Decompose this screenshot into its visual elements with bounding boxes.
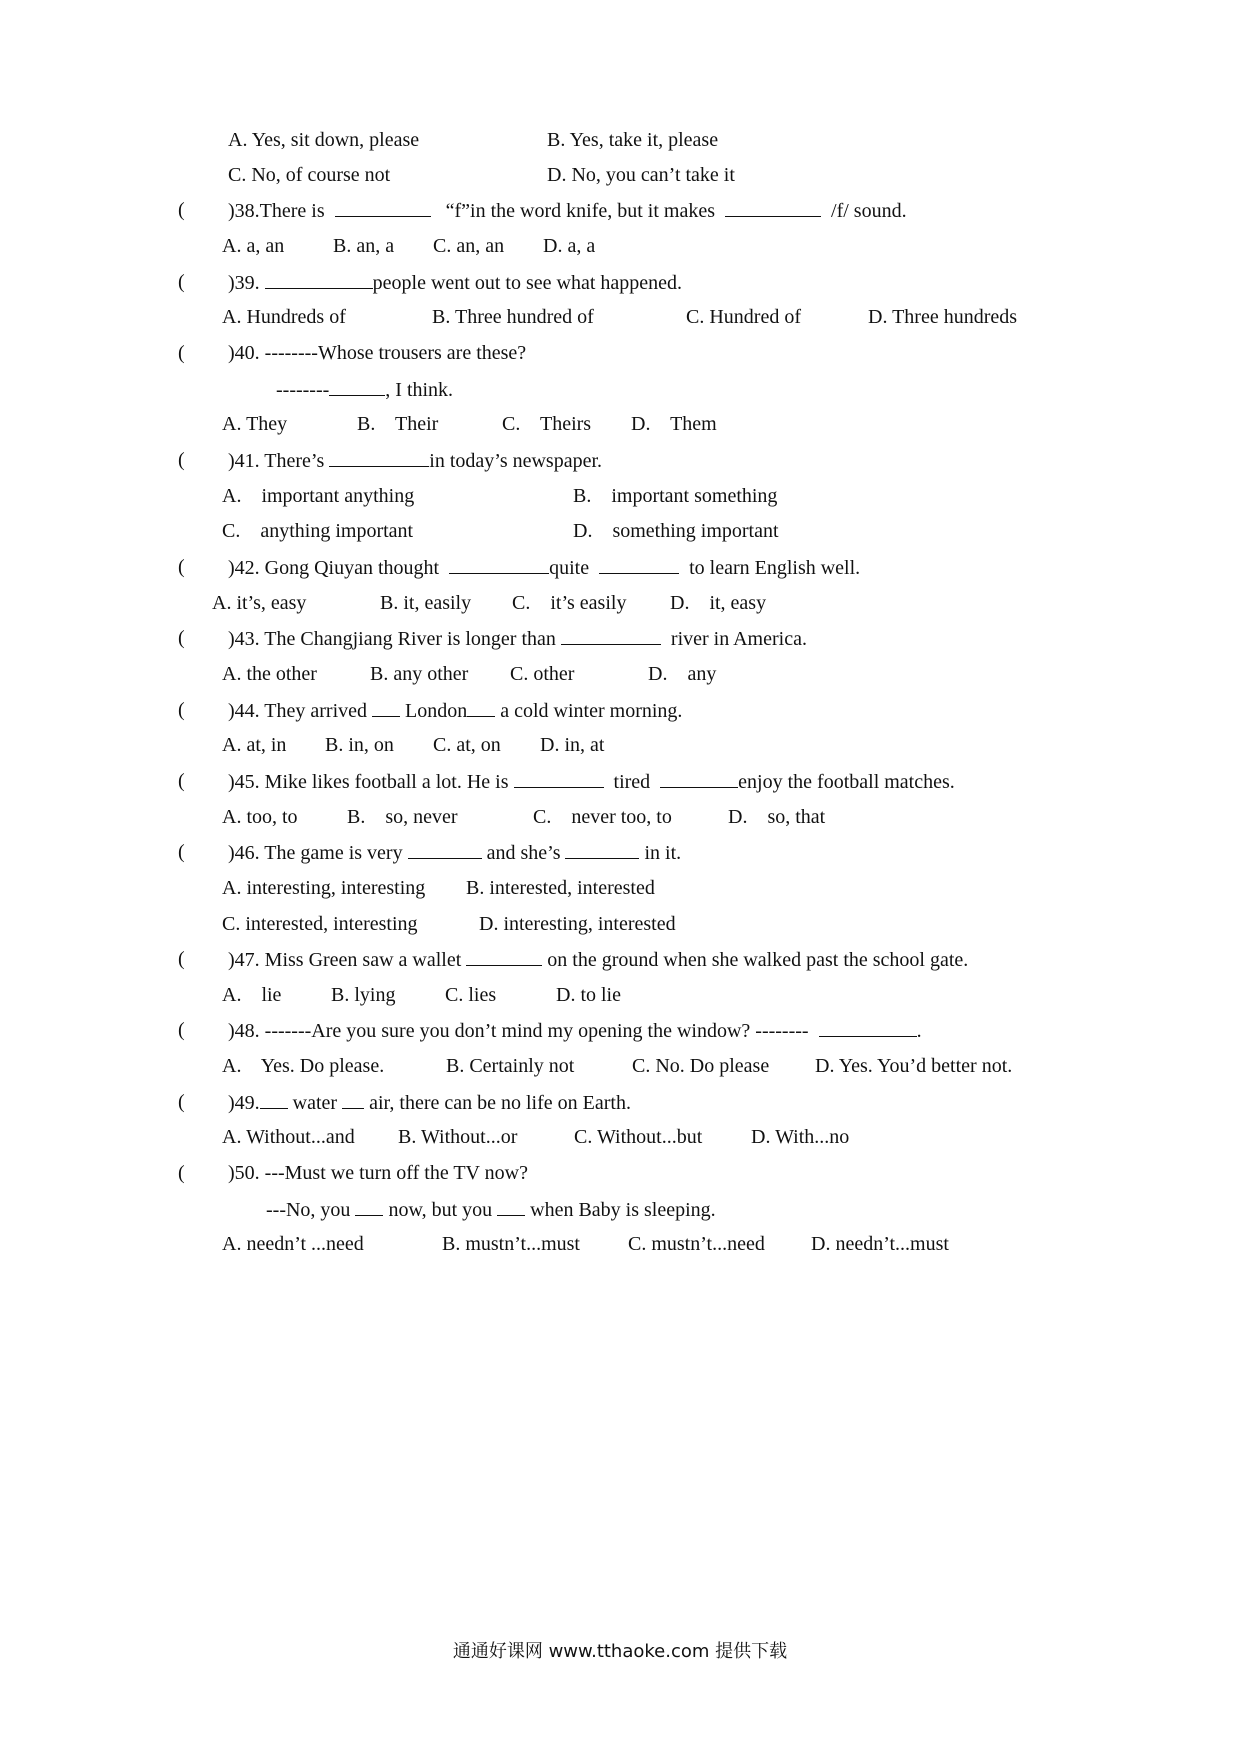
q49-option-c: C. Without...but [574,1126,703,1148]
answer-blank [561,626,661,645]
answer-bracket: ( [178,556,185,578]
q45-option-d: D. so, that [728,806,826,828]
q40-option-b: B. Their [357,413,439,435]
q38-stem-b: “f”in the word knife, but it makes [445,200,716,222]
answer-bracket: ( [178,770,185,792]
q45-stem-c: enjoy the football matches. [738,771,955,793]
q46-option-a: A. interesting, interesting [222,877,426,899]
q50-option-b: B. mustn’t...must [442,1233,580,1255]
q42-option-d: D. it, easy [670,592,767,614]
q43-option-a: A. the other [222,663,317,685]
answer-blank [514,769,604,788]
answer-bracket: ( [178,699,185,721]
q49-stem-a: )49. [228,1092,260,1114]
q37-option-c: C. No, of course not [228,164,391,186]
q42-option-c: C. it’s easily [512,592,627,614]
q38-option-a: A. a, an [222,235,285,257]
q40-reply-a: -------- [276,379,330,401]
q40-stem: )40. --------Whose trousers are these? [228,342,527,364]
answer-blank [819,1018,917,1037]
q50-stem: )50. ---Must we turn off the TV now? [228,1162,528,1184]
q43-stem-a: )43. The Changjiang River is longer than [228,628,556,650]
q46-stem-a: )46. The game is very [228,842,403,864]
q39-option-a: A. Hundreds of [222,306,346,328]
answer-blank [466,947,542,966]
q49-option-a: A. Without...and [222,1126,355,1148]
answer-bracket: ( [178,1091,185,1113]
answer-bracket: ( [178,841,185,863]
q48-stem-a: )48. -------Are you sure you don’t mind my opening the window? -------- [228,1020,809,1042]
q50-option-a: A. needn’t ...need [222,1233,364,1255]
answer-bracket: ( [178,271,185,293]
q43-option-d: D. any [648,663,717,685]
q42-stem-b: quite [549,557,590,579]
answer-blank [565,840,639,859]
question-44-stem [228,698,682,723]
q46-option-b: B. interested, interested [466,877,655,899]
q46-stem-c: in it. [644,842,682,864]
answer-bracket: ( [178,199,185,221]
q42-stem-c: to learn English well. [689,557,861,579]
q40-reply-b: , I think. [385,379,454,401]
answer-blank [660,769,738,788]
q37-option-b: B. Yes, take it, please [547,129,719,151]
q50-reply-a: ---No, you [266,1199,351,1221]
answer-bracket: ( [178,1019,185,1041]
answer-blank [260,1090,288,1109]
q41-stem-b: in today’s newspaper. [429,450,603,472]
q44-option-b: B. in, on [325,734,394,756]
q38-option-b: B. an, a [333,235,395,257]
q47-option-c: C. lies [445,984,497,1006]
answer-bracket: ( [178,1162,185,1184]
q39-option-c: C. Hundred of [686,306,801,328]
q44-option-a: A. at, in [222,734,287,756]
answer-bracket: ( [178,948,185,970]
q41-option-c: C. anything important [222,520,414,542]
q41-stem-a: )41. There’s [228,450,325,472]
answer-blank [372,698,400,717]
q40-option-d: D. Them [631,413,717,435]
question-50-reply [266,1197,716,1222]
answer-blank [725,198,821,217]
q44-option-d: D. in, at [540,734,605,756]
q39-option-b: B. Three hundred of [432,306,594,328]
q44-stem-b: London [405,700,468,722]
q46-stem-b: and she’s [486,842,561,864]
q50-reply-b: now, but you [388,1199,493,1221]
q47-option-a: A. lie [222,984,282,1006]
q38-stem-a: )38.There is [228,200,325,222]
answer-blank [335,198,431,217]
q38-stem-c: /f/ sound. [831,200,907,222]
q44-stem-c: a cold winter morning. [500,700,683,722]
question-38-stem [228,198,907,223]
q47-stem-a: )47. Miss Green saw a wallet [228,949,462,971]
q50-option-c: C. mustn’t...need [628,1233,765,1255]
question-45-stem [228,769,955,794]
q47-option-b: B. lying [331,984,396,1006]
page-footer: 通通好课网 www.tthaoke.com 提供下载 [452,1641,788,1662]
answer-bracket: ( [178,449,185,471]
q38-option-c: C. an, an [433,235,505,257]
q45-stem-b: tired [613,771,651,793]
q40-option-a: A. They [222,413,288,435]
q39-stem-a: )39. [228,272,260,294]
answer-bracket: ( [178,627,185,649]
q43-option-c: C. other [510,663,575,685]
q41-option-a: A. important anything [222,485,415,507]
answer-blank [599,555,679,574]
q45-stem-a: )45. Mike likes football a lot. He is [228,771,509,793]
answer-blank [467,698,495,717]
q41-option-d: D. something important [573,520,779,542]
q42-option-b: B. it, easily [380,592,472,614]
q49-option-d: D. With...no [751,1126,850,1148]
answer-bracket: ( [178,342,185,364]
q49-stem-b: water [292,1092,338,1114]
q43-option-b: B. any other [370,663,469,685]
answer-blank [329,448,429,467]
q49-stem-c: air, there can be no life on Earth. [369,1092,631,1114]
q50-reply-c: when Baby is sleeping. [530,1199,716,1221]
q42-stem-a: )42. Gong Qiuyan thought [228,557,440,579]
question-42-stem [228,555,860,580]
q44-option-c: C. at, on [433,734,501,756]
q48-stem-b: . [916,1020,922,1042]
q39-option-d: D. Three hundreds [868,306,1018,328]
q40-option-c: C. Theirs [502,413,592,435]
q48-option-b: B. Certainly not [446,1055,575,1077]
q37-option-d: D. No, you can’t take it [547,164,735,186]
q45-option-b: B. so, never [347,806,458,828]
q46-option-c: C. interested, interesting [222,913,418,935]
answer-blank [265,270,373,289]
q45-option-a: A. too, to [222,806,298,828]
q50-option-d: D. needn’t...must [811,1233,949,1255]
question-41-stem [228,448,602,473]
question-48-stem [228,1018,922,1043]
answer-blank [342,1090,364,1109]
q42-option-a: A. it’s, easy [212,592,307,614]
question-47-stem [228,947,968,972]
q43-stem-b: river in America. [670,628,807,650]
q37-option-a: A. Yes, sit down, please [228,129,420,151]
answer-blank [329,377,385,396]
question-46-stem [228,840,681,865]
q49-option-b: B. Without...or [398,1126,518,1148]
q41-option-b: B. important something [573,485,778,507]
q47-option-d: D. to lie [556,984,621,1006]
question-40-reply [276,377,453,402]
q39-stem-b: people went out to see what happened. [372,272,683,294]
question-39-stem [228,270,682,295]
answer-blank [449,555,549,574]
question-43-stem [228,626,807,651]
q38-option-d: D. a, a [543,235,596,257]
answer-blank [355,1197,383,1216]
question-49-stem [228,1090,631,1115]
q47-stem-b: on the ground when she walked past the school gate. [547,949,969,971]
q48-option-a: A. Yes. Do please. [222,1055,385,1077]
q44-stem-a: )44. They arrived [228,700,368,722]
q45-option-c: C. never too, to [533,806,672,828]
answer-blank [408,840,482,859]
answer-blank [497,1197,525,1216]
q48-option-c: C. No. Do please [632,1055,770,1077]
q48-option-d: D. Yes. You’d better not. [815,1055,1013,1077]
q46-option-d: D. interesting, interested [479,913,676,935]
